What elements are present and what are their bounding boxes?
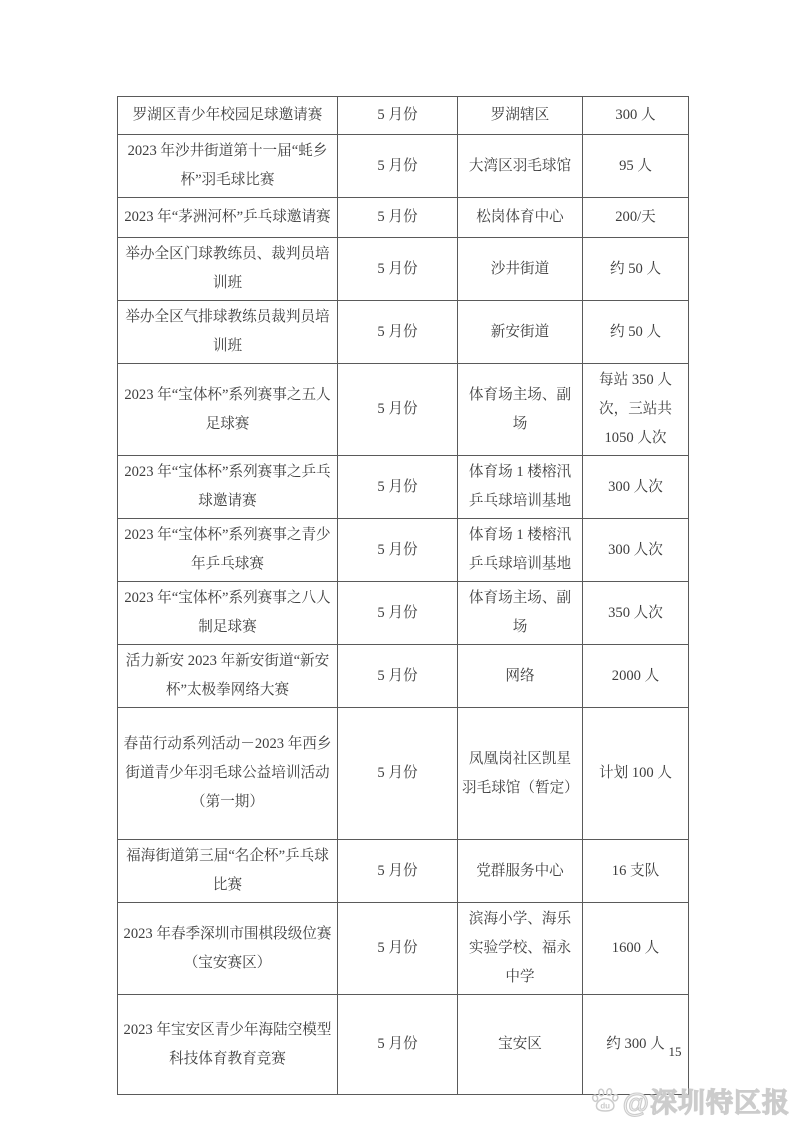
scale-cell: 1600 人 <box>583 903 689 995</box>
venue-cell: 松岗体育中心 <box>458 198 583 238</box>
event-name-cell: 2023 年春季深圳市围棋段级位赛（宝安赛区） <box>118 903 338 995</box>
venue-cell: 体育场主场、副场 <box>458 582 583 645</box>
event-name-cell: 福海街道第三届“名企杯”乒乓球比赛 <box>118 840 338 903</box>
venue-cell: 体育场 1 楼榕汛乒乓球培训基地 <box>458 519 583 582</box>
table-row <box>118 238 689 301</box>
month-cell: 5 月份 <box>338 238 458 301</box>
table-row <box>118 995 689 1095</box>
event-name-cell: 举办全区气排球教练员裁判员培训班 <box>118 301 338 364</box>
venue-cell: 体育场主场、副场 <box>458 364 583 456</box>
venue-cell: 宝安区 <box>458 995 583 1095</box>
table-row <box>118 903 689 995</box>
table-row <box>118 198 689 238</box>
month-cell: 5 月份 <box>338 645 458 708</box>
scale-cell: 每站 350 人次，三站共 1050 人次 <box>583 364 689 456</box>
event-name-cell: 2023 年“宝体杯”系列赛事之青少年乒乓球赛 <box>118 519 338 582</box>
month-cell: 5 月份 <box>338 198 458 238</box>
event-name-cell: 春苗行动系列活动－2023 年西乡街道青少年羽毛球公益培训活动（第一期） <box>118 708 338 840</box>
table-row <box>118 364 689 456</box>
scale-cell: 300 人次 <box>583 456 689 519</box>
event-name-cell: 2023 年“茅洲河杯”乒乓球邀请赛 <box>118 198 338 238</box>
table-row <box>118 840 689 903</box>
event-name-cell: 2023 年“宝体杯”系列赛事之八人制足球赛 <box>118 582 338 645</box>
event-name-cell: 2023 年宝安区青少年海陆空模型科技体育教育竞赛 <box>118 995 338 1095</box>
month-cell: 5 月份 <box>338 582 458 645</box>
table-row <box>118 97 689 135</box>
venue-cell: 大湾区羽毛球馆 <box>458 135 583 198</box>
month-cell: 5 月份 <box>338 97 458 135</box>
month-cell: 5 月份 <box>338 708 458 840</box>
venue-cell: 罗湖辖区 <box>458 97 583 135</box>
watermark <box>590 1081 790 1120</box>
venue-cell: 党群服务中心 <box>458 840 583 903</box>
scale-cell: 350 人次 <box>583 582 689 645</box>
month-cell: 5 月份 <box>338 364 458 456</box>
table-row <box>118 519 689 582</box>
month-cell: 5 月份 <box>338 903 458 995</box>
table-row <box>118 135 689 198</box>
month-cell: 5 月份 <box>338 301 458 364</box>
venue-cell: 体育场 1 楼榕汛乒乓球培训基地 <box>458 456 583 519</box>
scale-cell: 16 支队 <box>583 840 689 903</box>
scale-cell: 300 人次 <box>583 519 689 582</box>
paw-icon-label: du <box>600 1101 610 1110</box>
scale-cell: 200/天 <box>583 198 689 238</box>
events-table <box>117 96 689 1095</box>
venue-cell: 凤凰岗社区凯星羽毛球馆（暂定） <box>458 708 583 840</box>
scale-cell: 约 50 人 <box>583 238 689 301</box>
watermark-text: @深圳特区报 <box>622 1088 790 1118</box>
scale-cell: 95 人 <box>583 135 689 198</box>
scale-cell: 约 50 人 <box>583 301 689 364</box>
month-cell: 5 月份 <box>338 135 458 198</box>
month-cell: 5 月份 <box>338 995 458 1095</box>
table-row <box>118 645 689 708</box>
table-row <box>118 301 689 364</box>
table-row <box>118 582 689 645</box>
scale-cell: 计划 100 人 <box>583 708 689 840</box>
month-cell: 5 月份 <box>338 519 458 582</box>
month-cell: 5 月份 <box>338 840 458 903</box>
table-row <box>118 456 689 519</box>
venue-cell: 网络 <box>458 645 583 708</box>
event-name-cell: 2023 年“宝体杯”系列赛事之五人足球赛 <box>118 364 338 456</box>
event-name-cell: 2023 年“宝体杯”系列赛事之乒乓球邀请赛 <box>118 456 338 519</box>
event-name-cell: 罗湖区青少年校园足球邀请赛 <box>118 97 338 135</box>
event-name-cell: 举办全区门球教练员、裁判员培训班 <box>118 238 338 301</box>
scale-cell: 约 300 人 <box>583 995 689 1095</box>
event-name-cell: 活力新安 2023 年新安街道“新安杯”太极拳网络大赛 <box>118 645 338 708</box>
venue-cell: 滨海小学、海乐实验学校、福永中学 <box>458 903 583 995</box>
page-number: 15 <box>668 1044 682 1059</box>
month-cell: 5 月份 <box>338 456 458 519</box>
venue-cell: 沙井街道 <box>458 238 583 301</box>
venue-cell: 新安街道 <box>458 301 583 364</box>
scale-cell: 2000 人 <box>583 645 689 708</box>
baidu-paw-icon <box>590 1086 620 1116</box>
event-name-cell: 2023 年沙井街道第十一届“蚝乡杯”羽毛球比赛 <box>118 135 338 198</box>
table-row <box>118 708 689 840</box>
scale-cell: 300 人 <box>583 97 689 135</box>
